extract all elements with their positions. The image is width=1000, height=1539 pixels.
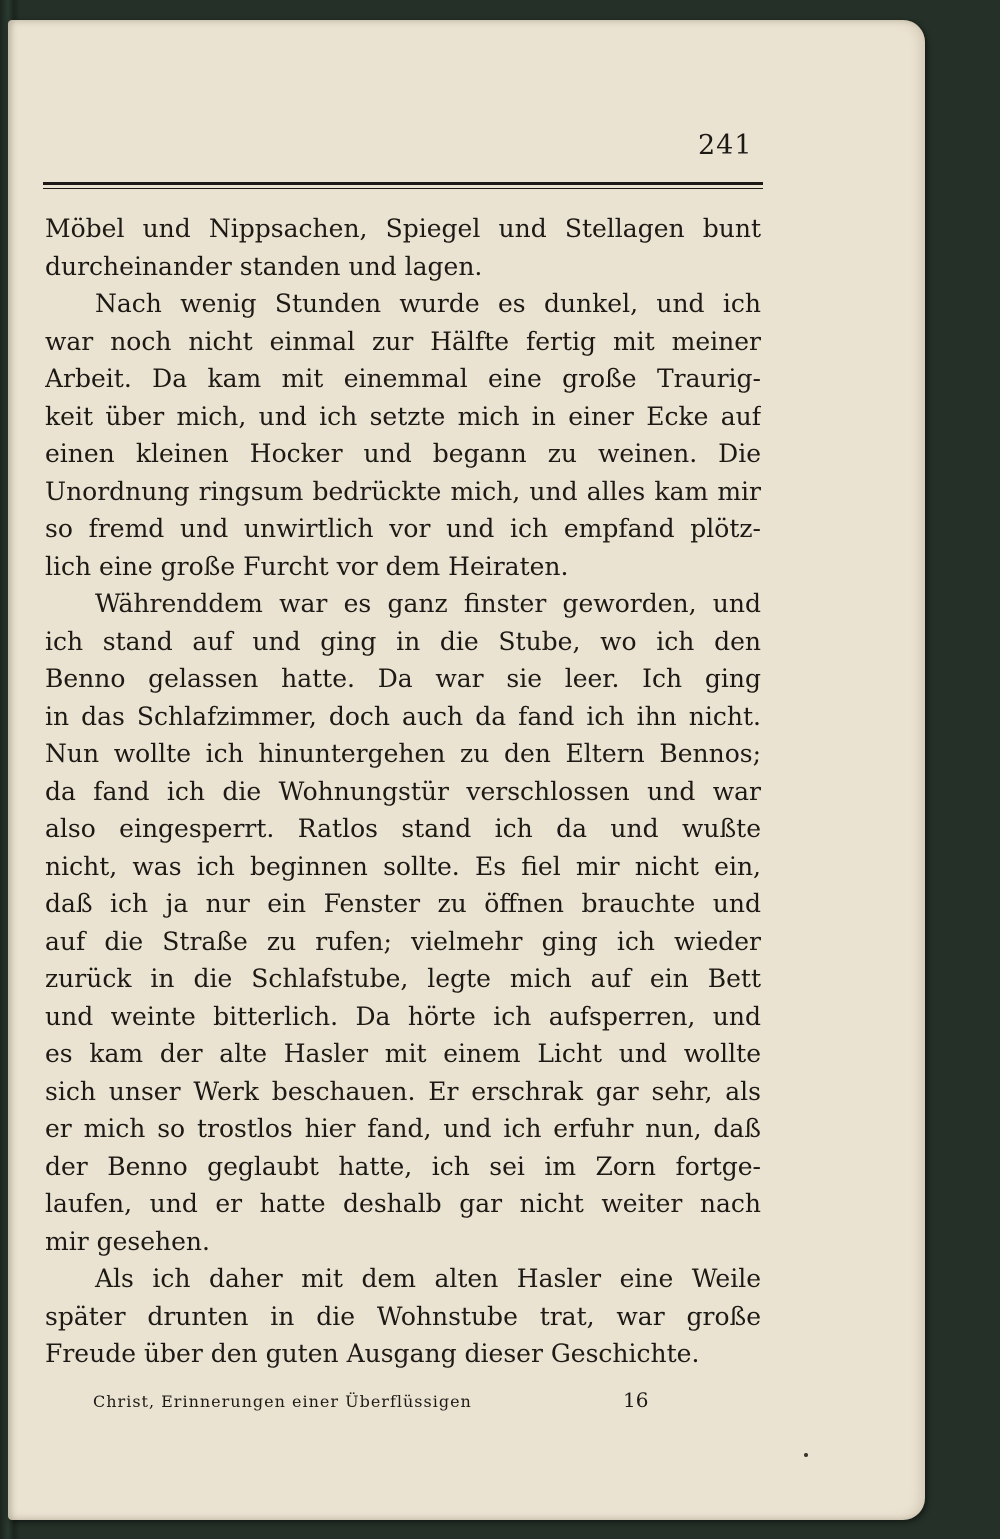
paper-speck bbox=[804, 1453, 808, 1457]
text-line: zurück in die Schlafstube, legte mich auf ein Bett bbox=[45, 964, 761, 993]
text-line: der Benno geglaubt hatte, ich sei im Zorn fortge- bbox=[45, 1151, 761, 1181]
footer-signature: Christ, Erinnerungen einer Überflüssigen bbox=[93, 1392, 472, 1411]
text-line: später drunten in die Wohnstube trat, war große bbox=[45, 1301, 761, 1331]
text-line: in das Schlafzimmer, doch auch da fand ich ihn nicht. bbox=[45, 701, 761, 731]
text-line: Nun wollte ich hinuntergehen zu den Eltern Bennos; bbox=[45, 739, 761, 768]
text-line: Arbeit. Da kam mit einemmal eine große Traurig- bbox=[45, 364, 761, 393]
text-line: ich stand auf und ging in die Stube, wo ich den bbox=[45, 626, 761, 656]
text-line: er mich so trostlos hier fand, und ich erfuhr nun, daß bbox=[45, 1114, 761, 1143]
text-line: also eingesperrt. Ratlos stand ich da und wußte bbox=[45, 814, 761, 843]
text-line: Nach wenig Stunden wurde es dunkel, und ich bbox=[95, 289, 761, 318]
text-line: lich eine große Furcht vor dem Heiraten. bbox=[45, 551, 569, 581]
text-line: Freude über den guten Ausgang dieser Geschichte. bbox=[45, 1339, 700, 1368]
text-line: Als ich daher mit dem alten Hasler eine Weile bbox=[95, 1264, 761, 1293]
text-line: mir gesehen. bbox=[45, 1226, 210, 1256]
footer-signature-number: 16 bbox=[623, 1388, 649, 1412]
text-line: Währenddem war es ganz finster geworden, und bbox=[95, 589, 761, 618]
text-line: war noch nicht einmal zur Hälfte fertig mit meiner bbox=[45, 326, 761, 356]
text-line: so fremd und unwirtlich vor und ich empfand plötz- bbox=[45, 514, 761, 543]
text-line: nicht, was ich beginnen sollte. Es fiel mir nicht ein, bbox=[45, 851, 761, 881]
text-line: keit über mich, und ich setzte mich in einer Ecke auf bbox=[45, 401, 761, 431]
text-line: auf die Straße zu rufen; vielmehr ging ich wieder bbox=[45, 926, 761, 956]
text-line: Möbel und Nippsachen, Spiegel und Stellagen bunt bbox=[45, 214, 761, 243]
page-number: 241 bbox=[698, 130, 753, 161]
book-page bbox=[8, 20, 925, 1520]
text-line: und weinte bitterlich. Da hörte ich aufsperren, und bbox=[45, 1001, 761, 1031]
text-line: laufen, und er hatte deshalb gar nicht weiter nach bbox=[45, 1189, 761, 1218]
header-rule bbox=[43, 182, 763, 185]
body-text bbox=[45, 210, 761, 1373]
text-line: Benno gelassen hatte. Da war sie leer. Ich ging bbox=[45, 664, 761, 693]
text-line: sich unser Werk beschauen. Er erschrak gar sehr, als bbox=[45, 1076, 761, 1106]
text-line: einen kleinen Hocker und begann zu weinen. Die bbox=[45, 439, 761, 468]
text-line: da fand ich die Wohnungstür verschlossen und war bbox=[45, 776, 761, 806]
text-line: es kam der alte Hasler mit einem Licht und wollte bbox=[45, 1039, 761, 1068]
text-line: Unordnung ringsum bedrückte mich, und alles kam mir bbox=[45, 476, 761, 506]
text-line: daß ich ja nur ein Fenster zu öffnen brauchte und bbox=[45, 889, 761, 918]
text-line: durcheinander standen und lagen. bbox=[45, 251, 483, 281]
